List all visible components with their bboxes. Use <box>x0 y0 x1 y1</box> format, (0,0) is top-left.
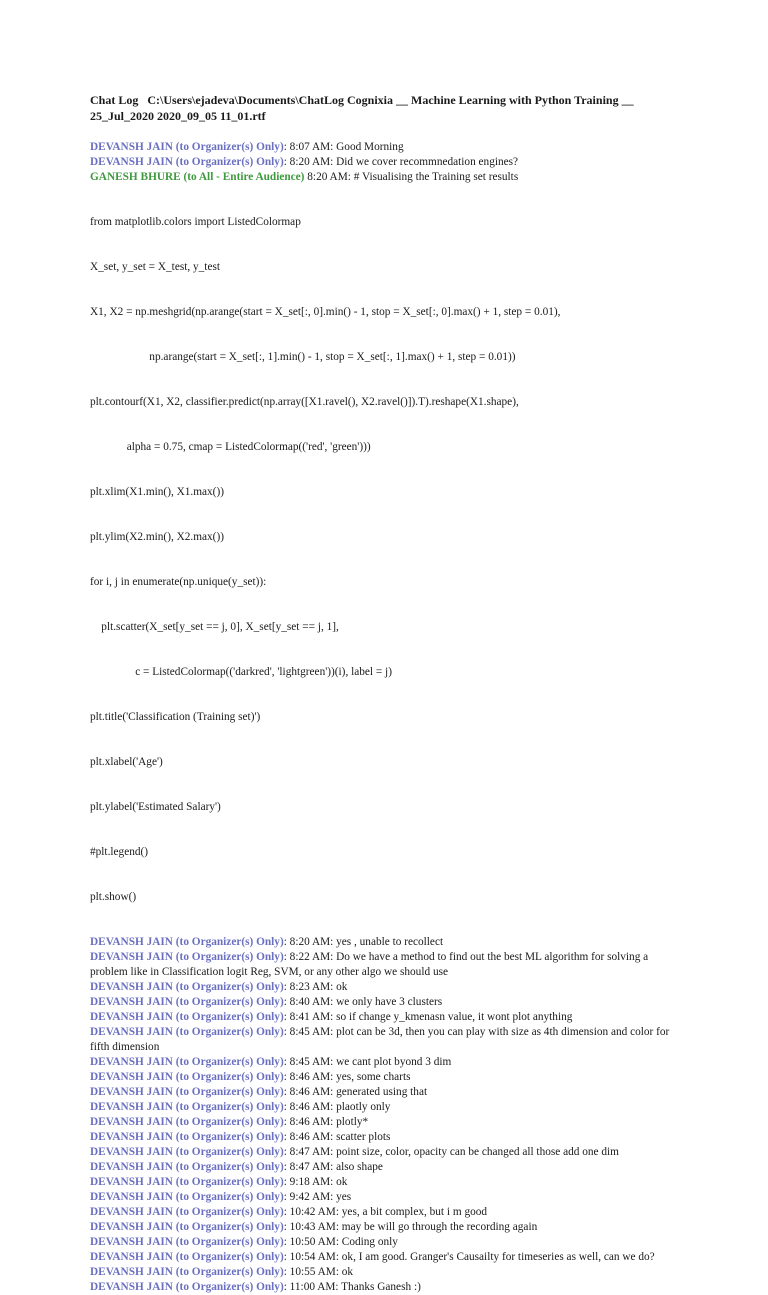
message-text: : 8:47 AM: also shape <box>283 1161 383 1173</box>
code-line: plt.ylabel('Estimated Salary') <box>90 801 221 813</box>
message-text: : 8:20 AM: yes , unable to recollect <box>283 936 444 948</box>
code-line: plt.xlim(X1.min(), X1.max()) <box>90 486 224 498</box>
chat-message <box>90 1115 680 1130</box>
chat-message <box>90 1220 680 1235</box>
message-sender: DEVANSH JAIN (to Organizer(s) Only) <box>90 1206 284 1218</box>
chat-message <box>90 170 680 185</box>
message-text: : 9:42 AM: yes <box>283 1191 352 1203</box>
code-line: plt.scatter(X_set[y_set == j, 0], X_set[y_set == j, 1], <box>90 621 339 633</box>
message-sender: DEVANSH JAIN (to Organizer(s) Only) <box>90 1251 284 1263</box>
chat-message <box>90 1205 680 1220</box>
message-text: : 10:54 AM: ok, I am good. Granger's Causailty for timeseries as well, can we do? <box>283 1251 655 1263</box>
message-sender: DEVANSH JAIN (to Organizer(s) Only) <box>90 1221 284 1233</box>
chat-message <box>90 995 680 1010</box>
code-line: #plt.legend() <box>90 846 149 858</box>
message-text: : 8:23 AM: ok <box>283 981 348 993</box>
message-list <box>90 140 680 1295</box>
code-line: plt.ylim(X2.min(), X2.max()) <box>90 531 224 543</box>
message-text: 8:20 AM: # Visualising the Training set results <box>304 171 519 183</box>
code-line: plt.contourf(X1, X2, classifier.predict(np.array([X1.ravel(), X2.ravel()]).T).reshape(X1.shape), <box>90 396 519 408</box>
message-sender: DEVANSH JAIN (to Organizer(s) Only) <box>90 981 284 993</box>
message-sender: DEVANSH JAIN (to Organizer(s) Only) <box>90 1266 284 1278</box>
code-line: X1, X2 = np.meshgrid(np.arange(start = X_set[:, 0].min() - 1, stop = X_set[:, 0].max() + 1, step = 0.01), <box>90 306 561 318</box>
message-sender: DEVANSH JAIN (to Organizer(s) Only) <box>90 1131 284 1143</box>
document-title: Chat Log C:\Users\ejadeva\Documents\ChatLog Cognixia __ Machine Learning with Python Training __ 25_Jul_2020 2020_09_05 11_01.rtf <box>90 93 637 123</box>
message-text: : 10:43 AM: may be will go through the recording again <box>283 1221 538 1233</box>
code-line: plt.title('Classification (Training set)') <box>90 711 261 723</box>
message-sender: DEVANSH JAIN (to Organizer(s) Only) <box>90 951 284 963</box>
message-text: : 8:46 AM: plaotly only <box>283 1101 391 1113</box>
message-sender: DEVANSH JAIN (to Organizer(s) Only) <box>90 1056 284 1068</box>
code-line: X_set, y_set = X_test, y_test <box>90 261 220 273</box>
message-text: : 8:46 AM: generated using that <box>283 1086 428 1098</box>
chat-message <box>90 1025 680 1055</box>
message-text: : 8:07 AM: Good Morning <box>283 141 404 153</box>
message-sender: GANESH BHURE (to All - Entire Audience) <box>90 171 305 183</box>
chat-message <box>90 140 680 155</box>
message-text: : 8:46 AM: plotly* <box>283 1116 369 1128</box>
message-sender: DEVANSH JAIN (to Organizer(s) Only) <box>90 1026 284 1038</box>
code-line: np.arange(start = X_set[:, 1].min() - 1, stop = X_set[:, 1].max() + 1, step = 0.01)) <box>90 351 516 363</box>
chat-message <box>90 155 680 170</box>
message-text: : 8:22 AM: Do we have a method to find out the best ML algorithm for solving a problem like in Classification logit Reg, SVM, or any other algo we should use <box>90 951 649 978</box>
chat-message <box>90 980 680 995</box>
message-text: : 8:46 AM: scatter plots <box>283 1131 391 1143</box>
message-text: : 8:40 AM: we only have 3 clusters <box>283 996 443 1008</box>
code-line: for i, j in enumerate(np.unique(y_set)): <box>90 576 267 588</box>
message-text: : 8:41 AM: so if change y_kmenasn value, it wont plot anything <box>283 1011 573 1023</box>
message-sender: DEVANSH JAIN (to Organizer(s) Only) <box>90 1071 284 1083</box>
message-sender: DEVANSH JAIN (to Organizer(s) Only) <box>90 1086 284 1098</box>
chat-message <box>90 1130 680 1145</box>
message-text: : 10:50 AM: Coding only <box>283 1236 398 1248</box>
message-sender: DEVANSH JAIN (to Organizer(s) Only) <box>90 141 284 153</box>
chat-message <box>90 1265 680 1280</box>
code-line: from matplotlib.colors import ListedColormap <box>90 216 301 228</box>
chat-message <box>90 1100 680 1115</box>
chat-log-document <box>90 92 680 1295</box>
message-sender: DEVANSH JAIN (to Organizer(s) Only) <box>90 1281 284 1293</box>
message-sender: DEVANSH JAIN (to Organizer(s) Only) <box>90 1146 284 1158</box>
message-sender: DEVANSH JAIN (to Organizer(s) Only) <box>90 1191 284 1203</box>
message-sender: DEVANSH JAIN (to Organizer(s) Only) <box>90 936 284 948</box>
message-sender: DEVANSH JAIN (to Organizer(s) Only) <box>90 1161 284 1173</box>
chat-message <box>90 1085 680 1100</box>
code-line: plt.xlabel('Age') <box>90 756 163 768</box>
message-text: : 10:55 AM: ok <box>283 1266 354 1278</box>
message-text: : 11:00 AM: Thanks Ganesh :) <box>283 1281 421 1293</box>
chat-message <box>90 1160 680 1175</box>
chat-message <box>90 1070 680 1085</box>
chat-message <box>90 1250 680 1265</box>
code-line: c = ListedColormap(('darkred', 'lightgreen'))(i), label = j) <box>90 666 392 678</box>
message-sender: DEVANSH JAIN (to Organizer(s) Only) <box>90 1116 284 1128</box>
code-line: alpha = 0.75, cmap = ListedColormap(('red', 'green'))) <box>90 441 371 453</box>
chat-message <box>90 1190 680 1205</box>
message-sender: DEVANSH JAIN (to Organizer(s) Only) <box>90 996 284 1008</box>
message-sender: DEVANSH JAIN (to Organizer(s) Only) <box>90 1011 284 1023</box>
code-snippet <box>90 185 680 935</box>
message-sender: DEVANSH JAIN (to Organizer(s) Only) <box>90 1101 284 1113</box>
chat-message <box>90 935 680 950</box>
message-text: : 8:20 AM: Did we cover recommnedation engines? <box>283 156 519 168</box>
message-text: : 9:18 AM: ok <box>283 1176 348 1188</box>
chat-message <box>90 1055 680 1070</box>
message-sender: DEVANSH JAIN (to Organizer(s) Only) <box>90 1236 284 1248</box>
message-text: : 8:46 AM: yes, some charts <box>283 1071 411 1083</box>
message-sender: DEVANSH JAIN (to Organizer(s) Only) <box>90 1176 284 1188</box>
message-text: : 8:45 AM: plot can be 3d, then you can play with size as 4th dimension and color for fifth dimension <box>90 1026 670 1053</box>
message-sender: DEVANSH JAIN (to Organizer(s) Only) <box>90 156 284 168</box>
chat-message <box>90 1175 680 1190</box>
code-line: plt.show() <box>90 891 137 903</box>
chat-message <box>90 950 680 980</box>
chat-message <box>90 1145 680 1160</box>
message-text: : 10:42 AM: yes, a bit complex, but i m good <box>283 1206 488 1218</box>
chat-message <box>90 1235 680 1250</box>
chat-message <box>90 1010 680 1025</box>
chat-message <box>90 1280 680 1295</box>
message-text: : 8:45 AM: we cant plot byond 3 dim <box>283 1056 452 1068</box>
message-text: : 8:47 AM: point size, color, opacity can be changed all those add one dim <box>283 1146 619 1158</box>
